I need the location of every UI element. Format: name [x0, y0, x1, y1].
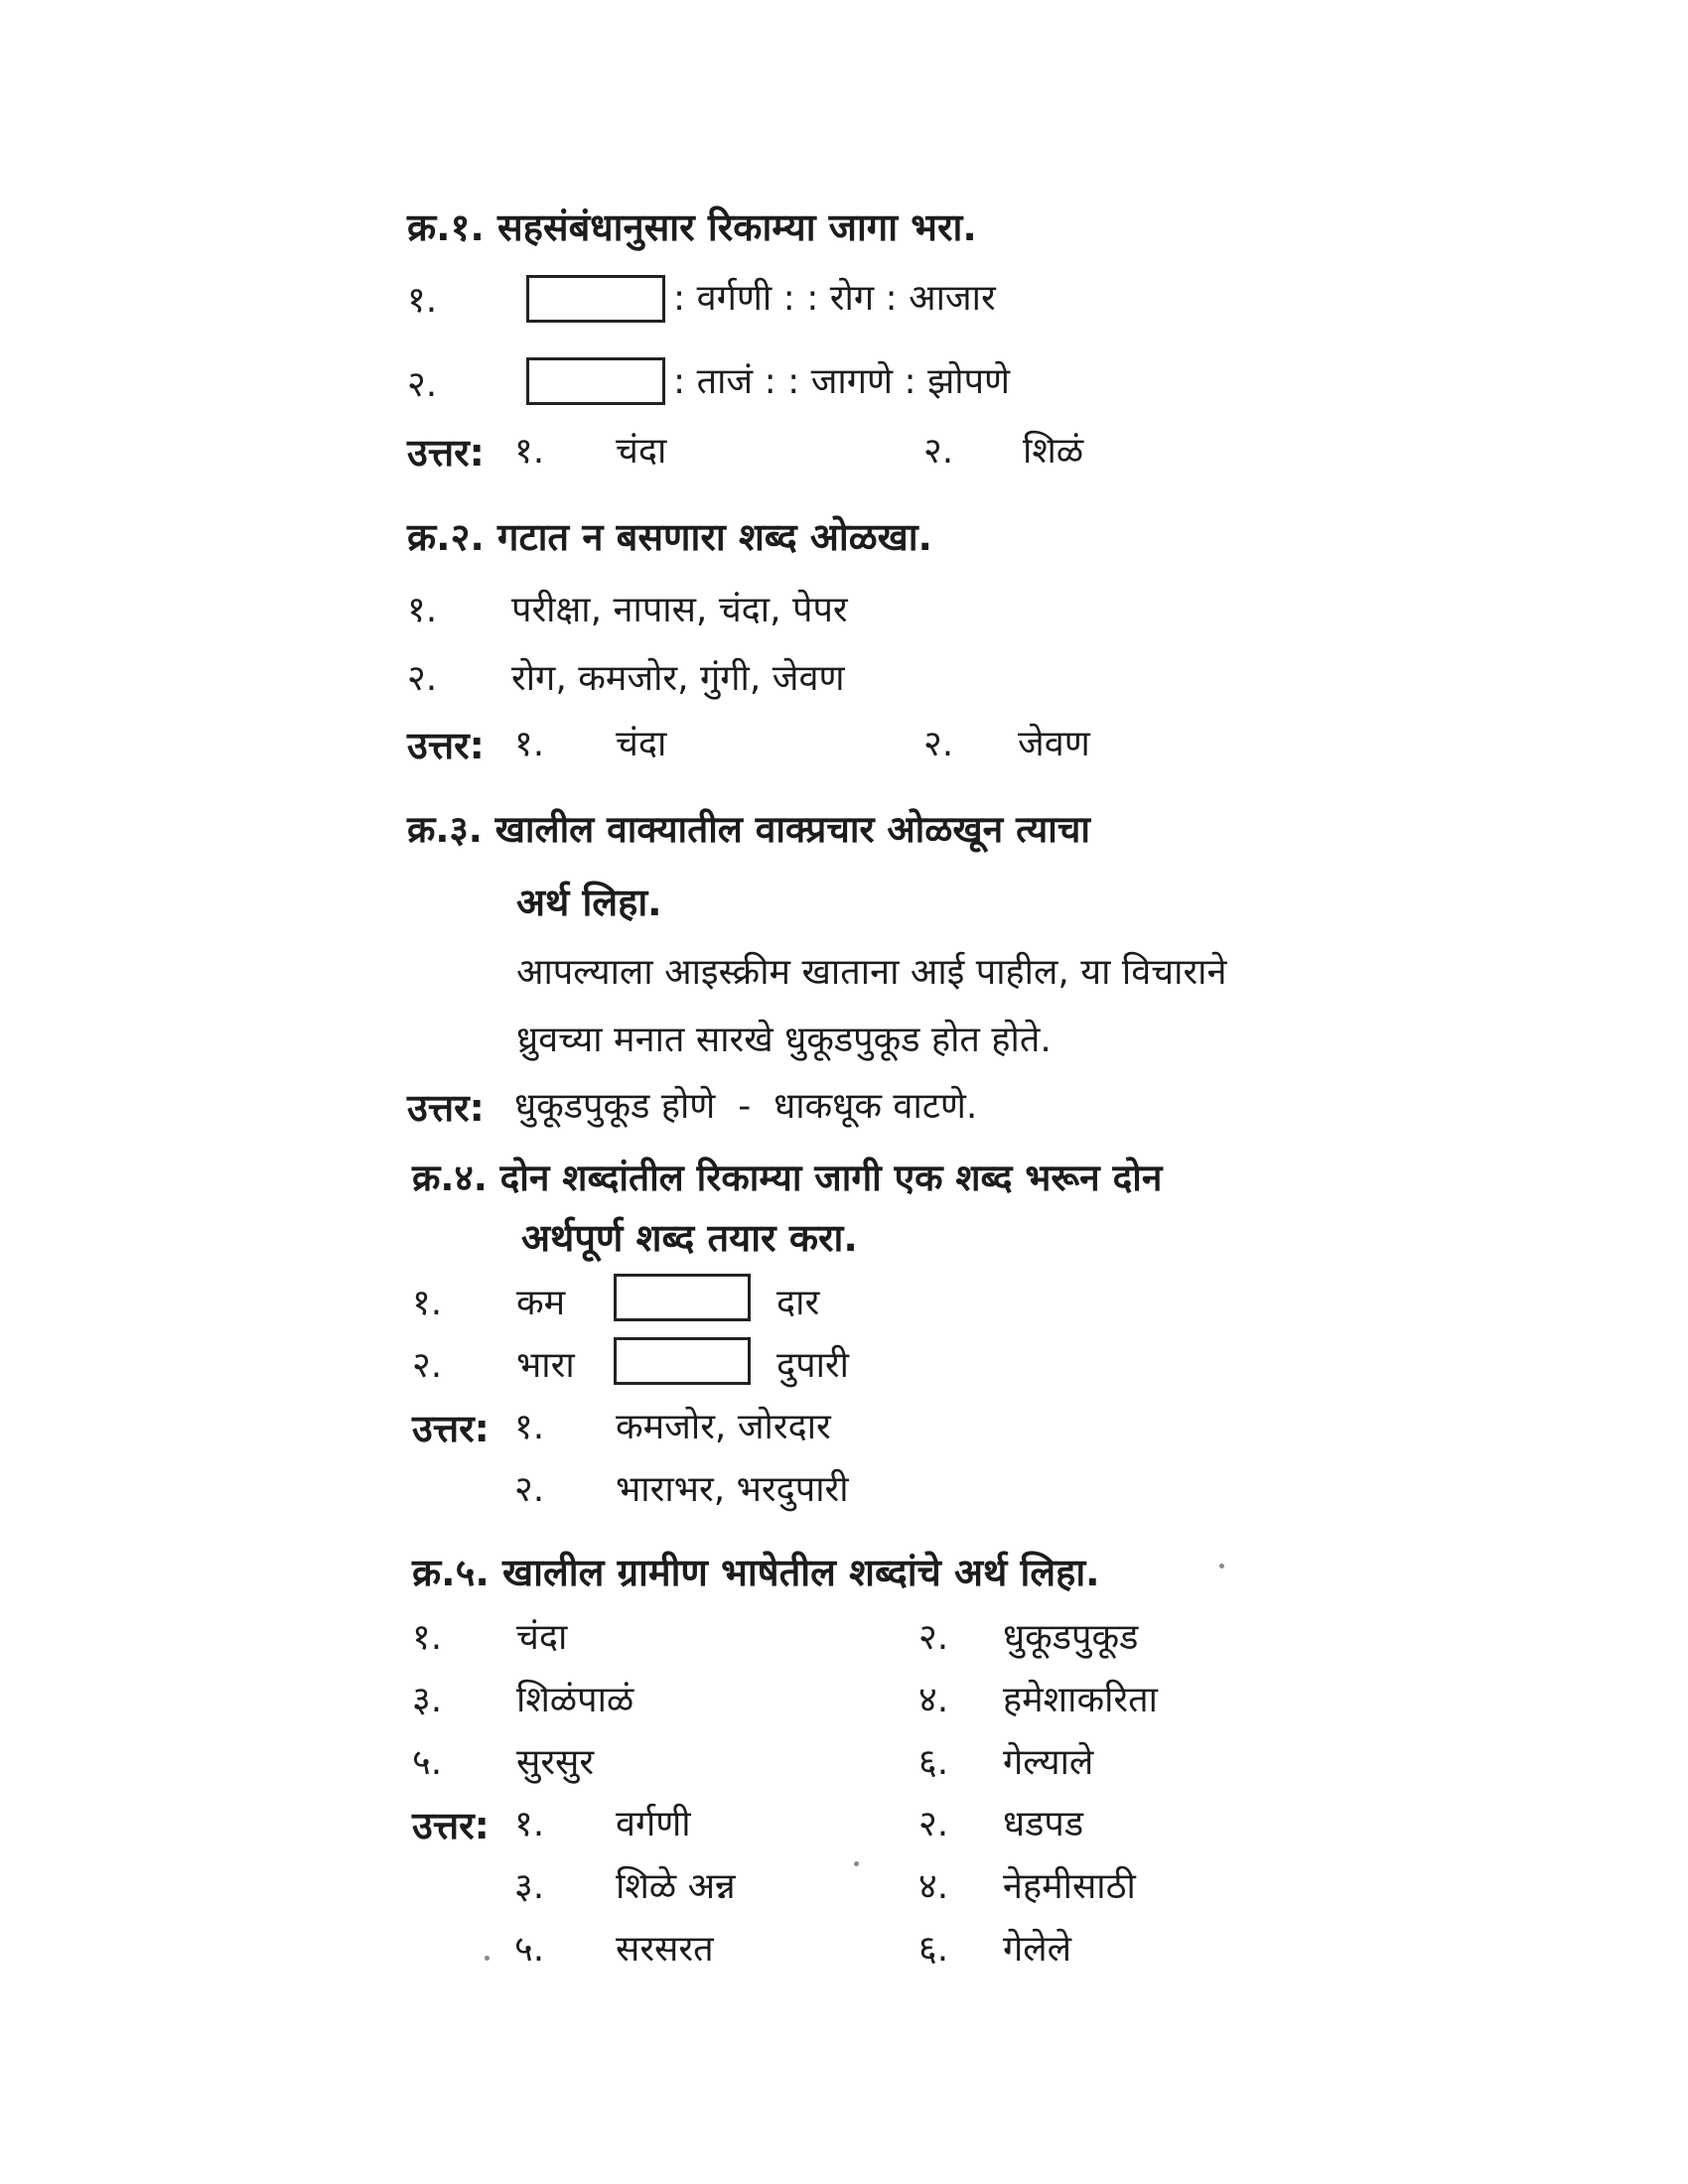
- q5-answer-2-number: २.: [918, 1804, 949, 1844]
- q5-heading: क्र.५. खालील ग्रामीण भाषेतील शब्दांचे अर्थ लिहा.: [412, 1551, 1100, 1594]
- q1-item-2-number: २.: [407, 364, 438, 405]
- q4-item-2-right: दुपारी: [776, 1345, 849, 1386]
- q5-answer-1-text: वर्गणी: [616, 1804, 691, 1844]
- q2-answer-2-number: २.: [923, 724, 954, 764]
- q2-answer-1-number: १.: [514, 724, 545, 764]
- q5-answer-3-text: शिळे अन्न: [616, 1866, 736, 1907]
- q1-item-1-blank-box: [526, 275, 665, 323]
- q2-answer-1-text: चंदा: [616, 724, 667, 764]
- q5-answer-4-number: ४.: [918, 1866, 949, 1907]
- q3-sentence-line2: ध्रुवच्या मनात सारखे धुकूडपुकूड होत होते.: [516, 1020, 1052, 1060]
- q4-answer-2-text: भाराभर, भरदुपारी: [616, 1469, 849, 1510]
- q5-answer-2-text: धडपड: [1003, 1804, 1084, 1844]
- q2-heading: क्र.२. गटात न बसणारा शब्द ओळखा.: [407, 515, 932, 559]
- q3-heading-line1: क्र.३. खालील वाक्यातील वाक्प्रचार ओळखून त्याचा: [407, 808, 1090, 851]
- q5-answer-label: उत्तर:: [412, 1804, 490, 1847]
- q5-answer-6-number: ६.: [918, 1929, 949, 1970]
- q2-item-2-text: रोग, कमजोर, गुंगी, जेवण: [511, 658, 845, 699]
- q2-item-1-number: १.: [407, 590, 438, 630]
- q2-item-1-text: परीक्षा, नापास, चंदा, पेपर: [511, 590, 848, 630]
- q4-heading-line1: क्र.४. दोन शब्दांतील रिकाम्या जागी एक शब्द भरून दोन: [412, 1157, 1163, 1199]
- q1-item-2-text: : ताजं : : जागणे : झोपणे: [673, 361, 1011, 402]
- q4-answer-1-text: कमजोर, जोरदार: [616, 1407, 831, 1447]
- q5-word-2-text: धुकूडपुकूड: [1003, 1617, 1139, 1658]
- q5-word-5-number: ५.: [412, 1742, 443, 1783]
- q4-answer-label: उत्तर:: [412, 1407, 490, 1450]
- q4-item-2-left: भारा: [516, 1345, 575, 1386]
- q4-heading-line2: अर्थपूर्ण शब्द तयार करा.: [521, 1216, 858, 1260]
- q3-answer-label: उत्तर:: [407, 1086, 485, 1130]
- q5-answer-4-text: नेहमीसाठी: [1003, 1866, 1136, 1907]
- q5-word-4-number: ४.: [918, 1680, 949, 1720]
- q1-item-1-number: १.: [407, 280, 438, 321]
- q4-item-1-number: १.: [412, 1283, 443, 1323]
- q5-word-2-number: २.: [918, 1617, 949, 1658]
- q1-answer-2-number: २.: [923, 431, 954, 472]
- q2-answer-2-text: जेवण: [1018, 724, 1090, 764]
- q3-answer-text: धुकूडपुकूड होणे - धाकधूक वाटणे.: [514, 1086, 978, 1127]
- q1-answer-2-text: शिळं: [1023, 431, 1084, 472]
- q5-word-5-text: सुरसुर: [516, 1742, 595, 1783]
- q1-heading: क्र.१. सहसंबंधानुसार रिकाम्या जागा भरा.: [407, 205, 977, 249]
- q5-word-3-text: शिळंपाळं: [516, 1680, 634, 1720]
- scan-speck: [854, 1861, 859, 1866]
- q4-answer-2-number: २.: [514, 1469, 545, 1510]
- q1-item-1-text: : वर्गणी : : रोग : आजार: [673, 278, 996, 319]
- q5-answer-5-number: ५.: [514, 1929, 545, 1970]
- q5-word-1-number: १.: [412, 1617, 443, 1658]
- q4-item-2-blank-box: [614, 1337, 751, 1385]
- q1-answer-label: उत्तर:: [407, 431, 485, 475]
- q2-answer-label: उत्तर:: [407, 724, 485, 767]
- q1-answer-1-number: १.: [514, 431, 545, 472]
- q5-answer-5-text: सरसरत: [616, 1929, 714, 1970]
- q1-item-2-blank-box: [526, 357, 665, 405]
- q4-item-2-number: २.: [412, 1345, 443, 1386]
- q4-item-1-right: दार: [776, 1283, 820, 1323]
- q5-answer-6-text: गेलेले: [1003, 1929, 1072, 1970]
- q4-answer-1-number: १.: [514, 1407, 545, 1447]
- q5-word-1-text: चंदा: [516, 1617, 568, 1658]
- q5-answer-1-number: १.: [514, 1804, 545, 1844]
- q4-item-1-blank-box: [614, 1274, 751, 1321]
- q2-item-2-number: २.: [407, 658, 438, 699]
- q5-answer-3-number: ३.: [514, 1866, 545, 1907]
- q5-word-6-text: गेल्याले: [1003, 1742, 1094, 1783]
- q5-word-6-number: ६.: [918, 1742, 949, 1783]
- q5-word-3-number: ३.: [412, 1680, 443, 1720]
- q3-sentence-line1: आपल्याला आइस्क्रीम खाताना आई पाहील, या विचाराने: [516, 952, 1227, 993]
- q3-heading-line2: अर्थ लिहा.: [516, 881, 662, 924]
- scan-speck: [485, 1956, 490, 1961]
- q5-word-4-text: हमेशाकरिता: [1003, 1680, 1158, 1720]
- scan-speck: [1219, 1564, 1224, 1569]
- q1-answer-1-text: चंदा: [616, 431, 667, 472]
- q4-item-1-left: कम: [516, 1283, 566, 1323]
